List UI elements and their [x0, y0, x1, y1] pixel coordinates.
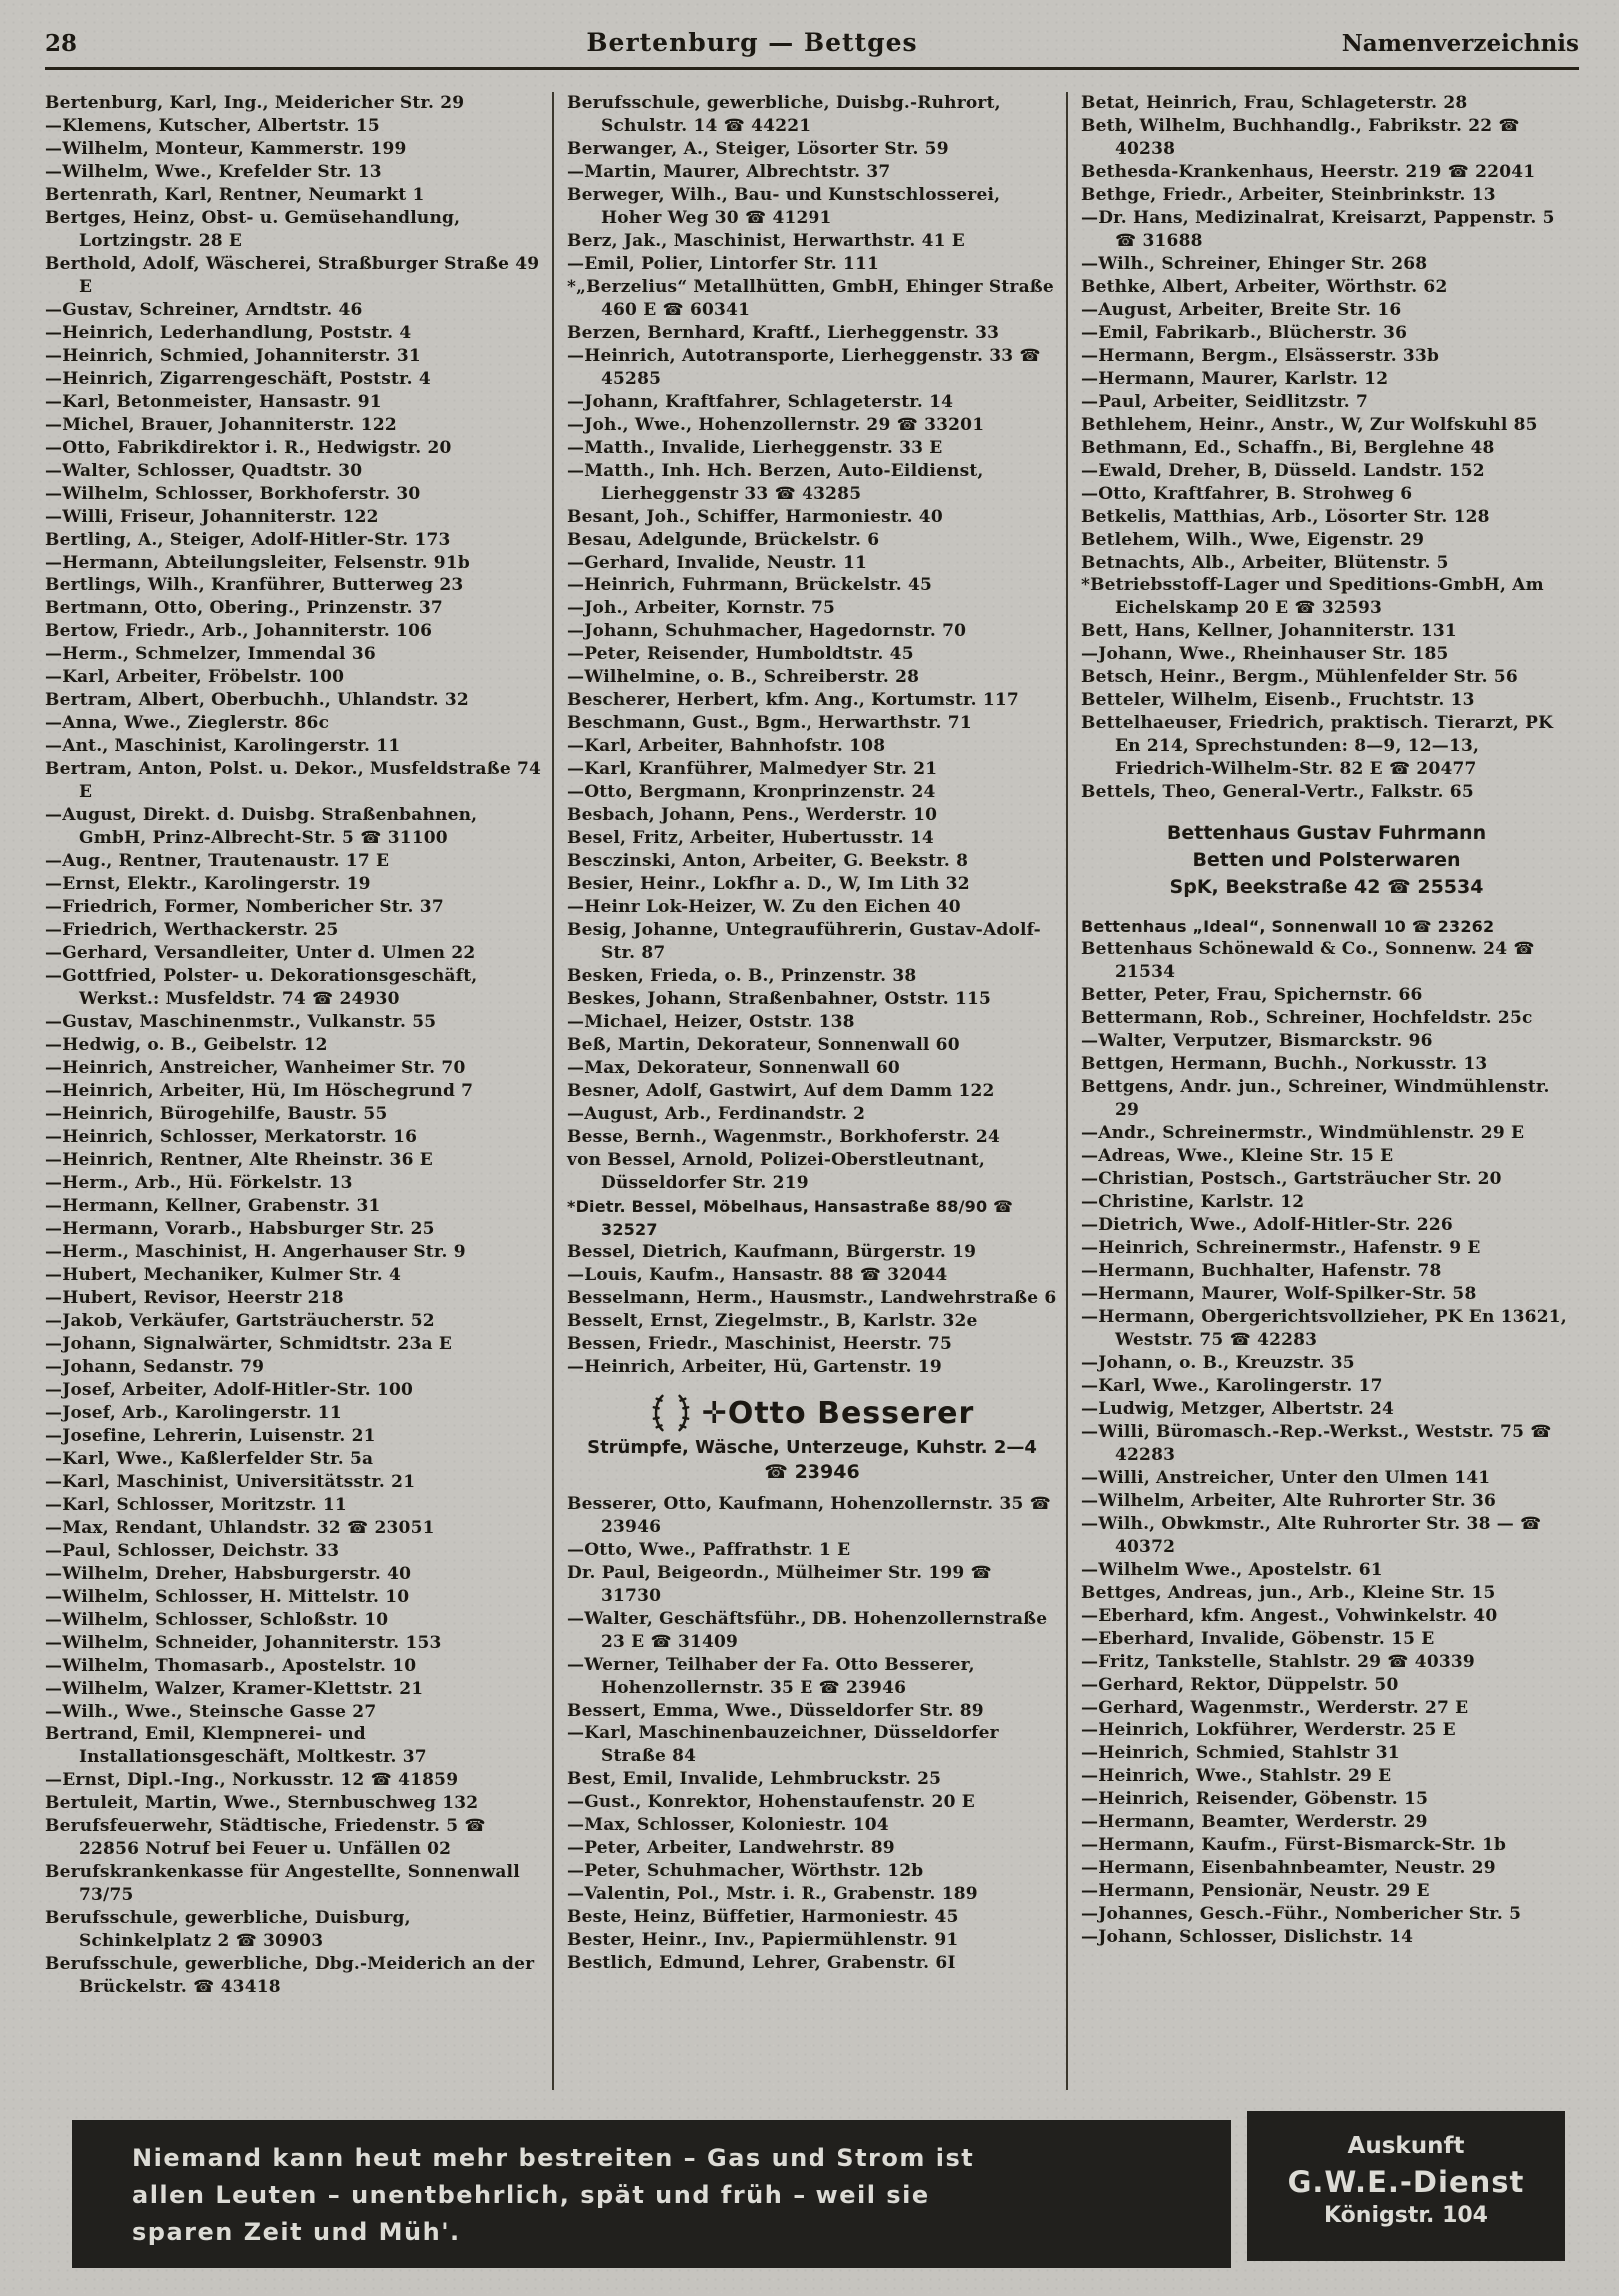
directory-entry: —Friedrich, Former, Nombericher Str. 37: [45, 897, 444, 917]
directory-entry: —Johann, Wwe., Rheinhauser Str. 185: [1081, 644, 1449, 664]
ad-line: sparen Zeit und Müh'.: [132, 2218, 461, 2246]
directory-entry: —Michel, Brauer, Johanniterstr. 122: [45, 415, 397, 435]
directory-entry: —Karl, Kranführer, Malmedyer Str. 21: [567, 759, 938, 779]
directory-entry: —Walter, Schlosser, Quadtstr. 30: [45, 461, 363, 481]
directory-entry: —Ant., Maschinist, Karolingerstr. 11: [45, 736, 401, 756]
directory-entry: —Hermann, Abteilungsleiter, Felsenstr. 91b: [45, 553, 470, 573]
directory-entry: —Johannes, Gesch.-Führ., Nombericher Str. 5: [1081, 1904, 1522, 1924]
directory-entry: —Gust., Konrektor, Hohenstaufenstr. 20 E: [567, 1792, 975, 1812]
directory-entry: —Heinrich, Lokführer, Werderstr. 25 E: [1081, 1721, 1456, 1740]
directory-entry: Bethmann, Ed., Schaffn., Bi, Berglehne 48: [1081, 438, 1495, 458]
directory-entry: —Johann, Schuhmacher, Hagedornstr. 70: [567, 621, 967, 641]
directory-entry: —Heinrich, Lederhandlung, Poststr. 4: [45, 323, 412, 343]
directory-entry: Bethlehem, Heinr., Anstr., W, Zur Wolfskuhl 85: [1081, 415, 1538, 435]
directory-entry: —Max, Schlosser, Koloniestr. 104: [567, 1815, 889, 1835]
directory-entry: —Adreas, Wwe., Kleine Str. 15 E: [1081, 1146, 1394, 1166]
directory-entry: —Karl, Arbeiter, Fröbelstr. 100: [45, 667, 345, 687]
directory-entry: —August, Arb., Ferdinandstr. 2: [567, 1104, 866, 1124]
directory-entry: —Martin, Maurer, Albrechtstr. 37: [567, 162, 891, 182]
directory-entry: *„Berzelius“ Metallhütten, GmbH, Ehinger Straße 460 E ☎ 60341: [567, 277, 1054, 320]
directory-entry: —Eberhard, Invalide, Göbenstr. 15 E: [1081, 1629, 1435, 1649]
directory-entry: —Hermann, Vorarb., Habsburger Str. 25: [45, 1219, 435, 1239]
directory-entry: —Hedwig, o. B., Geibelstr. 12: [45, 1035, 328, 1055]
directory-entry: Besner, Adolf, Gastwirt, Auf dem Damm 122: [567, 1081, 995, 1101]
directory-entry: Bertges, Heinz, Obst- u. Gemüsehandlung, Lortzingstr. 28 E: [45, 208, 461, 251]
page-header: [45, 28, 1579, 70]
directory-entry: Besier, Heinr., Lokfhr a. D., W, Im Lith 32: [567, 874, 970, 894]
directory-entry: Bertmann, Otto, Obering., Prinzenstr. 37: [45, 598, 443, 618]
directory-entry: Besant, Joh., Schiffer, Harmoniestr. 40: [567, 507, 943, 527]
page-title: Bertenburg — Bettges: [586, 28, 918, 57]
directory-entry: —Karl, Wwe., Kaßlerfelder Str. 5a: [45, 1449, 374, 1469]
gwe-dienst-ad: [1247, 2111, 1565, 2261]
directory-entry: —Gerhard, Wagenmstr., Werderstr. 27 E: [1081, 1698, 1469, 1718]
ad-line: SpK, Beekstraße 42 ☎ 25534: [1169, 876, 1484, 898]
directory-entry: —Ernst, Dipl.-Ing., Norkusstr. 12 ☎ 41859: [45, 1770, 459, 1790]
directory-entry: Beste, Heinz, Büffetier, Harmoniestr. 45: [567, 1907, 959, 1927]
directory-entry: —Emil, Fabrikarb., Blücherstr. 36: [1081, 323, 1408, 343]
directory-entry: Better, Peter, Frau, Spichernstr. 66: [1081, 985, 1423, 1005]
directory-entry: —Walter, Geschäftsführ., DB. Hohenzollernstraße 23 E ☎ 31409: [567, 1609, 1048, 1652]
ad-line: Auskunft: [1347, 2133, 1465, 2159]
directory-entry: Bertenburg, Karl, Ing., Meidericher Str. 29: [45, 93, 465, 113]
directory-entry: Bessel, Dietrich, Kaufmann, Bürgerstr. 19: [567, 1242, 977, 1262]
directory-entry: —Max, Dekorateur, Sonnenwall 60: [567, 1058, 900, 1078]
directory-entry: Bethesda-Krankenhaus, Heerstr. 219 ☎ 22041: [1081, 162, 1536, 182]
directory-entry: —Wilhelm, Walzer, Kramer-Klettstr. 21: [45, 1679, 424, 1699]
directory-entry: *Betriebsstoff-Lager und Speditions-GmbH, Am Eichelskamp 20 E ☎ 32593: [1081, 575, 1544, 618]
column-1: [45, 92, 543, 2090]
directory-entry: —Heinr Lok-Heizer, W. Zu den Eichen 40: [567, 897, 961, 917]
ad-business-name: ✛Otto Besserer: [701, 1395, 975, 1431]
directory-entry: —Wilhelm, Dreher, Habsburgerstr. 40: [45, 1564, 412, 1584]
directory-entry: —Joh., Arbeiter, Kornstr. 75: [567, 598, 836, 618]
laurel-wreath-icon: [650, 1393, 692, 1433]
directory-entry: Dr. Paul, Beigeordn., Mülheimer Str. 199 ☎ 31730: [567, 1563, 992, 1606]
directory-entry: —Dietrich, Wwe., Adolf-Hitler-Str. 226: [1081, 1215, 1453, 1235]
directory-entry: Bettges, Andreas, jun., Arb., Kleine Str. 15: [1081, 1583, 1496, 1603]
directory-entry: —Johann, Signalwärter, Schmidtstr. 23a E: [45, 1334, 452, 1354]
otto-besserer-ad: [567, 1393, 1057, 1483]
directory-entry: —Johann, Kraftfahrer, Schlageterstr. 14: [567, 392, 954, 412]
directory-entry: —Hermann, Beamter, Werderstr. 29: [1081, 1812, 1428, 1832]
directory-entry: Bettgens, Andr. jun., Schreiner, Windmühlenstr. 29: [1081, 1077, 1550, 1120]
directory-entry: —Hermann, Obergerichtsvollzieher, PK En 13621, Weststr. 75 ☎ 42283: [1081, 1307, 1567, 1350]
directory-entry: —Walter, Verputzer, Bismarckstr. 96: [1081, 1031, 1433, 1051]
directory-entry: Betteler, Wilhelm, Eisenb., Fruchtstr. 13: [1081, 690, 1475, 710]
directory-entry: —Gustav, Maschinenmstr., Vulkanstr. 55: [45, 1012, 437, 1032]
ad-line: allen Leuten – unentbehrlich, spät und früh – weil sie: [132, 2181, 930, 2209]
directory-entry: Beskes, Johann, Straßenbahner, Oststr. 115: [567, 989, 992, 1009]
directory-entry: —Ernst, Elektr., Karolingerstr. 19: [45, 874, 371, 894]
directory-entry: —Max, Rendant, Uhlandstr. 32 ☎ 23051: [45, 1518, 435, 1538]
directory-entry: Bettenhaus „Ideal“, Sonnenwall 10 ☎ 23262: [1081, 917, 1495, 936]
directory-entry: Besbach, Johann, Pens., Werderstr. 10: [567, 805, 938, 825]
directory-entry: Bescherer, Herbert, kfm. Ang., Kortumstr. 117: [567, 690, 1019, 710]
directory-entry: Bestlich, Edmund, Lehrer, Grabenstr. 6I: [567, 1953, 956, 1973]
directory-entry: Besserer, Otto, Kaufmann, Hohenzollernstr. 35 ☎ 23946: [567, 1494, 1051, 1537]
directory-entry: —Herm., Schmelzer, Immendal 36: [45, 644, 376, 664]
directory-entry: —Paul, Schlosser, Deichstr. 33: [45, 1541, 340, 1561]
directory-entry: —Wilhelm, Schlosser, H. Mittelstr. 10: [45, 1587, 410, 1607]
directory-entry: Besken, Frieda, o. B., Prinzenstr. 38: [567, 966, 917, 986]
directory-entry: —Jakob, Verkäufer, Gartsträucherstr. 52: [45, 1311, 435, 1331]
directory-entry: —Wilhelm, Wwe., Krefelder Str. 13: [45, 162, 382, 182]
directory-entry: Bessert, Emma, Wwe., Düsseldorfer Str. 89: [567, 1701, 984, 1721]
directory-entry: —Karl, Arbeiter, Bahnhofstr. 108: [567, 736, 886, 756]
page-number: 28: [45, 30, 78, 57]
directory-entry: —Wilh., Schreiner, Ehinger Str. 268: [1081, 254, 1428, 274]
directory-entry: —Johann, Schlosser, Dislichstr. 14: [1081, 1927, 1414, 1947]
directory-entry: —Christine, Karlstr. 12: [1081, 1192, 1305, 1212]
directory-entry: Besczinski, Anton, Arbeiter, G. Beekstr. 8: [567, 851, 969, 871]
directory-entry: —Wilhelm Wwe., Apostelstr. 61: [1081, 1560, 1383, 1580]
directory-entry: —Joh., Wwe., Hohenzollernstr. 29 ☎ 33201: [567, 415, 985, 435]
directory-entry: Bethke, Albert, Arbeiter, Wörthstr. 62: [1081, 277, 1448, 297]
directory-entry: —Hermann, Kellner, Grabenstr. 31: [45, 1196, 381, 1216]
directory-entry: —Heinrich, Arbeiter, Hü, Im Höschegrund 7: [45, 1081, 474, 1101]
directory-entry: —Heinrich, Reisender, Göbenstr. 15: [1081, 1789, 1429, 1809]
ad-line: Niemand kann heut mehr bestreiten – Gas und Strom ist: [132, 2144, 975, 2172]
directory-entry: Berweger, Wilh., Bau- und Kunstschlosserei, Hoher Weg 30 ☎ 41291: [567, 185, 1001, 228]
ad-line: Bettenhaus Gustav Fuhrmann: [1166, 822, 1487, 844]
directory-entry: —Hermann, Eisenbahnbeamter, Neustr. 29: [1081, 1858, 1496, 1878]
column-2: [552, 92, 1057, 2090]
directory-entry: Beschmann, Gust., Bgm., Herwarthstr. 71: [567, 713, 972, 733]
directory-entry: —Ewald, Dreher, B, Düsseld. Landstr. 152: [1081, 461, 1485, 481]
directory-entry: Best, Emil, Invalide, Lehmbruckstr. 25: [567, 1769, 942, 1789]
directory-entry: —Ludwig, Metzger, Albertstr. 24: [1081, 1399, 1395, 1419]
directory-entry: —Heinrich, Arbeiter, Hü, Gartenstr. 19: [567, 1357, 942, 1377]
directory-entry: Bethge, Friedr., Arbeiter, Steinbrinkstr. 13: [1081, 185, 1496, 205]
directory-entry: Beß, Martin, Dekorateur, Sonnenwall 60: [567, 1035, 960, 1055]
directory-entry: —Heinrich, Autotransporte, Lierheggenstr. 33 ☎ 45285: [567, 346, 1041, 389]
directory-entry: Berthold, Adolf, Wäscherei, Straßburger Straße 49 E: [45, 254, 540, 297]
directory-entry: Bertrand, Emil, Klempnerei- und Installationsgeschäft, Moltkestr. 37: [45, 1724, 427, 1767]
directory-entry: Bertlings, Wilh., Kranführer, Butterweg 23: [45, 575, 464, 595]
directory-entry: Bertram, Anton, Polst. u. Dekor., Musfeldstraße 74 E: [45, 759, 542, 802]
directory-entry: Betkelis, Matthias, Arb., Lösorter Str. 128: [1081, 507, 1490, 527]
directory-entry: —Willi, Büromasch.-Rep.-Werkst., Weststr. 75 ☎ 42283: [1081, 1422, 1552, 1465]
directory-entry: —Wilh., Wwe., Steinsche Gasse 27: [45, 1702, 377, 1722]
directory-entry: —Josef, Arb., Karolingerstr. 11: [45, 1403, 342, 1423]
directory-entry: —Eberhard, kfm. Angest., Vohwinkelstr. 40: [1081, 1606, 1498, 1626]
directory-entry: —Heinrich, Anstreicher, Wanheimer Str. 70: [45, 1058, 466, 1078]
directory-entry: Bettermann, Rob., Schreiner, Hochfeldstr. 25c: [1081, 1008, 1533, 1028]
ad-line: Königstr. 104: [1324, 2203, 1488, 2228]
directory-entry: —Heinrich, Rentner, Alte Rheinstr. 36 E: [45, 1150, 433, 1170]
directory-entry: —Fritz, Tankstelle, Stahlstr. 29 ☎ 40339: [1081, 1652, 1475, 1672]
directory-entry: —Gottfried, Polster- u. Dekorationsgeschäft, Werkst.: Musfeldstr. 74 ☎ 24930: [45, 966, 478, 1009]
directory-entry: —Gerhard, Versandleiter, Unter d. Ulmen 22: [45, 943, 476, 963]
directory-entry: Bettels, Theo, General-Vertr., Falkstr. 65: [1081, 782, 1474, 802]
directory-entry: —Otto, Wwe., Paffrathstr. 1 E: [567, 1540, 851, 1560]
directory-entry: Berwanger, A., Steiger, Lösorter Str. 59: [567, 139, 949, 159]
directory-entry: Berzen, Bernhard, Kraftf., Lierheggenstr. 33: [567, 323, 1000, 343]
directory-entry: —Herm., Arb., Hü. Förkelstr. 13: [45, 1173, 353, 1193]
directory-entry: —Johann, o. B., Kreuzstr. 35: [1081, 1353, 1355, 1373]
directory-entry: —Peter, Arbeiter, Landwehrstr. 89: [567, 1838, 895, 1858]
directory-entry: —Aug., Rentner, Trautenaustr. 17 E: [45, 851, 390, 871]
directory-entry: —Wilh., Obwkmstr., Alte Ruhrorter Str. 38 — ☎ 40372: [1081, 1514, 1542, 1557]
directory-entry: Besau, Adelgunde, Brückelstr. 6: [567, 530, 880, 550]
directory-entry: —Hermann, Bergm., Elsässerstr. 33b: [1081, 346, 1440, 366]
directory-entry: —Karl, Schlosser, Moritzstr. 11: [45, 1495, 347, 1515]
directory-entry: Bertling, A., Steiger, Adolf-Hitler-Str. 173: [45, 530, 451, 550]
directory-entry: —Wilhelm, Arbeiter, Alte Ruhrorter Str. 36: [1081, 1491, 1496, 1511]
directory-entry: Betlehem, Wilh., Wwe, Eigenstr. 29: [1081, 530, 1425, 550]
directory-entry: —Wilhelm, Monteur, Kammerstr. 199: [45, 139, 407, 159]
directory-entry: —Otto, Bergmann, Kronprinzenstr. 24: [567, 782, 936, 802]
directory-entry: —Karl, Maschinist, Universitätsstr. 21: [45, 1472, 416, 1492]
directory-entry: Besselmann, Herm., Hausmstr., Landwehrstraße 6: [567, 1288, 1057, 1308]
directory-entry: Besig, Johanne, Untegrauführerin, Gustav-Adolf-Str. 87: [567, 920, 1041, 963]
directory-entry: Berufsschule, gewerbliche, Duisbg.-Ruhrort, Schulstr. 14 ☎ 44221: [567, 93, 1001, 136]
directory-entry: —Friedrich, Werthackerstr. 25: [45, 920, 339, 940]
directory-entry: —Johann, Sedanstr. 79: [45, 1357, 265, 1377]
directory-entry: —Gerhard, Invalide, Neustr. 11: [567, 553, 868, 573]
directory-entry: —Wilhelmine, o. B., Schreiberstr. 28: [567, 667, 920, 687]
directory-entry: Bettgen, Hermann, Buchh., Norkusstr. 13: [1081, 1054, 1488, 1074]
directory-entry: Betnachts, Alb., Arbeiter, Blütenstr. 5: [1081, 553, 1449, 573]
directory-entry: —Heinrich, Schmied, Johanniterstr. 31: [45, 346, 421, 366]
directory-entry: —Wilhelm, Schlosser, Borkhoferstr. 30: [45, 484, 421, 504]
directory-entry: —Heinrich, Zigarrengeschäft, Poststr. 4: [45, 369, 431, 389]
directory-entry: —Paul, Arbeiter, Seidlitzstr. 7: [1081, 392, 1369, 412]
directory-entry: Bertram, Albert, Oberbuchh., Uhlandstr. 32: [45, 690, 469, 710]
directory-entry: Bessen, Friedr., Maschinist, Heerstr. 75: [567, 1334, 952, 1354]
ad-phone-number: ☎ 23946: [764, 1461, 860, 1483]
directory-entry: —Heinrich, Bürogehilfe, Baustr. 55: [45, 1104, 388, 1124]
directory-entry: —Hermann, Pensionär, Neustr. 29 E: [1081, 1881, 1430, 1901]
directory-entry: Besselt, Ernst, Ziegelmstr., B, Karlstr. 32e: [567, 1311, 978, 1331]
directory-entry: —Willi, Friseur, Johanniterstr. 122: [45, 507, 379, 527]
directory-entry: —Hermann, Buchhalter, Hafenstr. 78: [1081, 1261, 1442, 1281]
directory-entry: —Karl, Maschinenbauzeichner, Düsseldorfer Straße 84: [567, 1723, 999, 1766]
directory-entry: —Otto, Fabrikdirektor i. R., Hedwigstr. 20: [45, 438, 452, 458]
directory-entry: —Andr., Schreinermstr., Windmühlenstr. 29 E: [1081, 1123, 1525, 1143]
directory-entry: —Otto, Kraftfahrer, B. Strohweg 6: [1081, 484, 1413, 504]
directory-entry: —Emil, Polier, Lintorfer Str. 111: [567, 254, 880, 274]
directory-entry: —August, Direkt. d. Duisbg. Straßenbahnen, GmbH, Prinz-Albrecht-Str. 5 ☎ 31100: [45, 805, 478, 848]
directory-entry: —Matth., Invalide, Lierheggenstr. 33 E: [567, 438, 943, 458]
directory-entry: —Anna, Wwe., Zieglerstr. 86c: [45, 713, 330, 733]
directory-entry: —Wilhelm, Schlosser, Schloßstr. 10: [45, 1610, 389, 1630]
directory-entry: —Peter, Schuhmacher, Wörthstr. 12b: [567, 1861, 924, 1881]
gas-strom-ad: [72, 2120, 1231, 2268]
directory-entry: —Werner, Teilhaber der Fa. Otto Besserer, Hohenzollernstr. 35 E ☎ 23946: [567, 1655, 975, 1698]
directory-entry: Bertenrath, Karl, Rentner, Neumarkt 1: [45, 185, 425, 205]
section-label: Namenverzeichnis: [1341, 30, 1579, 57]
directory-entry: —Hubert, Mechaniker, Kulmer Str. 4: [45, 1265, 401, 1285]
directory-entry: —Heinrich, Schlosser, Merkatorstr. 16: [45, 1127, 418, 1147]
directory-entry: —Klemens, Kutscher, Albertstr. 15: [45, 116, 380, 136]
directory-entry: Bertow, Friedr., Arb., Johanniterstr. 106: [45, 621, 433, 641]
directory-entry: —Josefine, Lehrerin, Luisenstr. 21: [45, 1426, 376, 1446]
directory-entry: —Hermann, Maurer, Wolf-Spilker-Str. 58: [1081, 1284, 1477, 1304]
directory-entry: —Herm., Maschinist, H. Angerhauser Str. 9: [45, 1242, 466, 1262]
directory-entry: —Hermann, Maurer, Karlstr. 12: [1081, 369, 1389, 389]
directory-entry: Bettenhaus Schönewald & Co., Sonnenw. 24 ☎ 21534: [1081, 939, 1535, 982]
directory-entry: —Gerhard, Rektor, Düppelstr. 50: [1081, 1675, 1399, 1695]
directory-entry: —Wilhelm, Schneider, Johanniterstr. 153: [45, 1633, 442, 1653]
column-3: [1066, 92, 1572, 2090]
directory-entry: Besse, Bernh., Wagenmstr., Borkhoferstr. 24: [567, 1127, 1000, 1147]
directory-entry: Berufsfeuerwehr, Städtische, Friedenstr. 5 ☎ 22856 Notruf bei Feuer u. Unfällen 02: [45, 1816, 486, 1859]
directory-entry: —Karl, Betonmeister, Hansastr. 91: [45, 392, 382, 412]
directory-entry: von Bessel, Arnold, Polizei-Oberstleutnant, Düsseldorfer Str. 219: [567, 1150, 986, 1193]
directory-entry: Bester, Heinr., Inv., Papiermühlenstr. 91: [567, 1930, 959, 1950]
directory-entry: —Heinrich, Schmied, Stahlstr 31: [1081, 1743, 1400, 1763]
directory-entry: Berufsschule, gewerbliche, Dbg.-Meiderich an der Brückelstr. ☎ 43418: [45, 1954, 535, 1997]
directory-entry: —Wilhelm, Thomasarb., Apostelstr. 10: [45, 1656, 417, 1676]
directory-entry: —Gustav, Schreiner, Arndtstr. 46: [45, 300, 363, 320]
directory-entry: —Louis, Kaufm., Hansastr. 88 ☎ 32044: [567, 1265, 948, 1285]
directory-entry: Bett, Hans, Kellner, Johanniterstr. 131: [1081, 621, 1457, 641]
directory-entry: Bettelhaeuser, Friedrich, praktisch. Tierarzt, PK En 214, Sprechstunden: 8—9, 12—13, Friedrich-Wilhelm-Str. 82 E ☎ 20477: [1081, 713, 1554, 779]
directory-entry: —August, Arbeiter, Breite Str. 16: [1081, 300, 1402, 320]
directory-entry: Betsch, Heinr., Bergm., Mühlenfelder Str. 56: [1081, 667, 1518, 687]
directory-entry: —Josef, Arbeiter, Adolf-Hitler-Str. 100: [45, 1380, 414, 1400]
ad-line: Betten und Polsterwaren: [1192, 849, 1461, 871]
ad-line: G.W.E.-Dienst: [1287, 2165, 1525, 2199]
columns: [45, 92, 1579, 2090]
directory-entry: —Heinrich, Schreinermstr., Hafenstr. 9 E: [1081, 1238, 1481, 1258]
directory-entry: Berz, Jak., Maschinist, Herwarthstr. 41 E: [567, 231, 965, 251]
ad-business-line: Strümpfe, Wäsche, Unterzeuge, Kuhstr. 2—4: [587, 1437, 1037, 1458]
directory-entry: Berufskrankenkasse für Angestellte, Sonnenwall 73/75: [45, 1862, 520, 1905]
directory-entry: —Dr. Hans, Medizinalrat, Kreisarzt, Pappenstr. 5 ☎ 31688: [1081, 208, 1555, 251]
directory-entry: Betat, Heinrich, Frau, Schlageterstr. 28: [1081, 93, 1468, 113]
directory-entry: Besel, Fritz, Arbeiter, Hubertusstr. 14: [567, 828, 934, 848]
directory-entry: —Christian, Postsch., Gartsträucher Str. 20: [1081, 1169, 1502, 1189]
directory-entry: —Karl, Wwe., Karolingerstr. 17: [1081, 1376, 1383, 1396]
directory-entry: Beth, Wilhelm, Buchhandlg., Fabrikstr. 22 ☎ 40238: [1081, 116, 1520, 159]
directory-entry: —Michael, Heizer, Oststr. 138: [567, 1012, 855, 1032]
directory-entry: —Hermann, Kaufm., Fürst-Bismarck-Str. 1b: [1081, 1835, 1507, 1855]
directory-entry: —Hubert, Revisor, Heerstr 218: [45, 1288, 344, 1308]
directory-entry: Bertuleit, Martin, Wwe., Sternbuschweg 132: [45, 1793, 479, 1813]
directory-entry: —Heinrich, Wwe., Stahlstr. 29 E: [1081, 1766, 1392, 1786]
directory-entry: Berufsschule, gewerbliche, Duisburg, Schinkelplatz 2 ☎ 30903: [45, 1908, 411, 1951]
bettenhaus-fuhrmann-ad: [1081, 820, 1572, 901]
directory-entry: —Willi, Anstreicher, Unter den Ulmen 141: [1081, 1468, 1491, 1488]
directory-entry: —Valentin, Pol., Mstr. i. R., Grabenstr. 189: [567, 1884, 978, 1904]
directory-entry: —Matth., Inh. Hch. Berzen, Auto-Eildienst, Lierheggenstr 33 ☎ 43285: [567, 461, 984, 504]
directory-entry: *Dietr. Bessel, Möbelhaus, Hansastraße 88/90 ☎ 32527: [567, 1197, 1014, 1239]
directory-entry: —Peter, Reisender, Humboldtstr. 45: [567, 644, 914, 664]
directory-entry: —Heinrich, Fuhrmann, Brückelstr. 45: [567, 575, 933, 595]
